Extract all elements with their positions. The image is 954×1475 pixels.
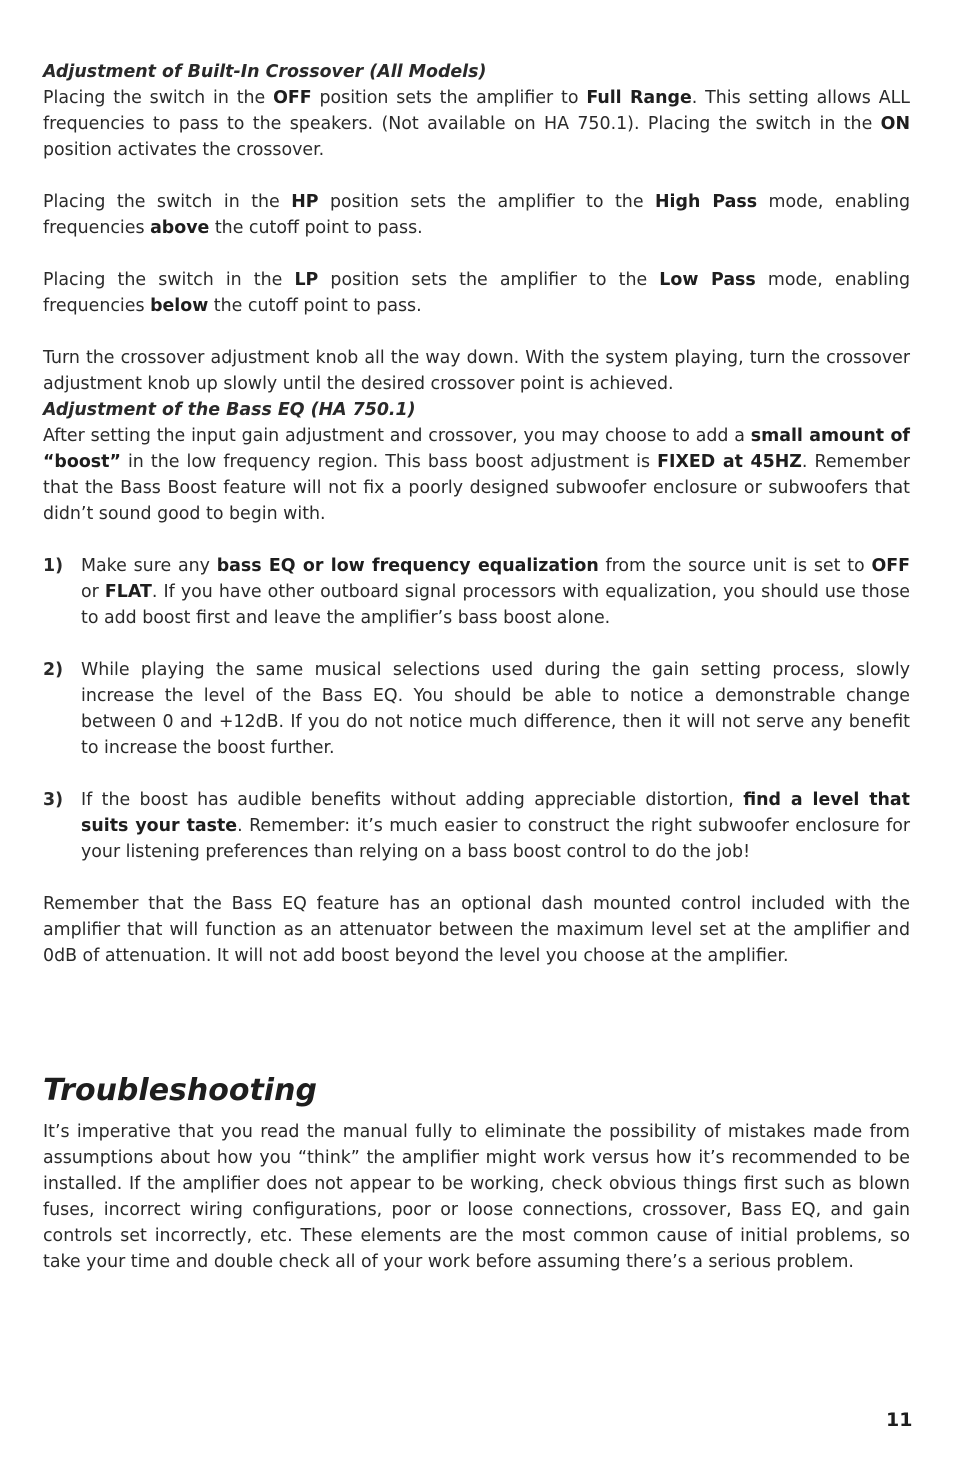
crossover-paragraph-knob: Turn the crossover adjustment knob all the way down. With the system playing, turn the crossover adjustment knob up slowly until the desired crossover point is achieved. <box>43 348 910 394</box>
bass-eq-heading: Adjustment of the Bass EQ (HA 750.1) <box>43 400 416 420</box>
list-number: 1) <box>43 556 64 576</box>
list-text: Make sure any bass EQ or low frequency equalization from the source unit is set to OFF or FLAT. If you have other outboard signal processors with equalization, you should use those to add boost first and leave the amplifier’s bass boost alone. <box>81 556 910 628</box>
list-item <box>43 553 910 631</box>
list-item <box>43 787 910 865</box>
crossover-paragraph-1: Placing the switch in the OFF position sets the amplifier to Full Range. This setting allows ALL frequencies to pass to the speakers. (Not available on HA 750.1). Placing the switch in the ON position activates the crossover. <box>43 88 910 160</box>
list-number: 2) <box>43 660 64 680</box>
main-content <box>43 59 910 969</box>
list-text: While playing the same musical selections used during the gain setting process, slowly increase the level of the Bass EQ. You should be able to notice a demonstrable change between 0 and +12dB. If you do not notice much difference, then it will not serve any benefit to increase the boost further. <box>81 660 910 758</box>
bass-eq-closing: Remember that the Bass EQ feature has an optional dash mounted control included with the amplifier that will function as an attenuator between the maximum level set at the amplifier and 0dB of attenuation. It will not add boost beyond the level you choose at the amplifier. <box>43 894 910 966</box>
crossover-paragraph-lp: Placing the switch in the LP position sets the amplifier to the Low Pass mode, enabling frequencies below the cutoff point to pass. <box>43 270 910 316</box>
crossover-heading: Adjustment of Built-In Crossover (All Models) <box>43 62 487 82</box>
troubleshooting-body: It’s imperative that you read the manual fully to eliminate the possibility of mistakes made from assumptions about how you “think” the amplifier might work versus how it’s recommended to be installed. If the amplifier does not appear to be working, check obvious things first such as blown fuses, incorrect wiring configurations, poor or loose connections, crossover, Bass EQ, and gain controls set incorrectly, etc. These elements are the most common cause of initial problems, so take your time and double check all of your work before assuming there’s a serious problem. <box>43 1122 910 1272</box>
crossover-paragraph-hp: Placing the switch in the HP position sets the amplifier to the High Pass mode, enabling frequencies above the cutoff point to pass. <box>43 192 910 238</box>
page-number: 11 <box>886 1409 913 1431</box>
list-number: 3) <box>43 790 64 810</box>
troubleshooting-section <box>43 1119 910 1275</box>
list-item <box>43 657 910 761</box>
bass-eq-intro: After setting the input gain adjustment and crossover, you may choose to add a small amount of “boost” in the low frequency region. This bass boost adjustment is FIXED at 45HZ. Remember that the Bass Boost feature will not fix a poorly designed subwoofer enclosure or subwoofers that didn’t sound good to begin with. <box>43 426 910 524</box>
troubleshooting-title: Troubleshooting <box>43 1073 317 1108</box>
list-text: If the boost has audible benefits without adding appreciable distortion, find a level that suits your taste. Remember: it’s much easier to construct the right subwoofer enclosure for your listening preferences than relying on a bass boost control to do the job! <box>81 790 910 862</box>
